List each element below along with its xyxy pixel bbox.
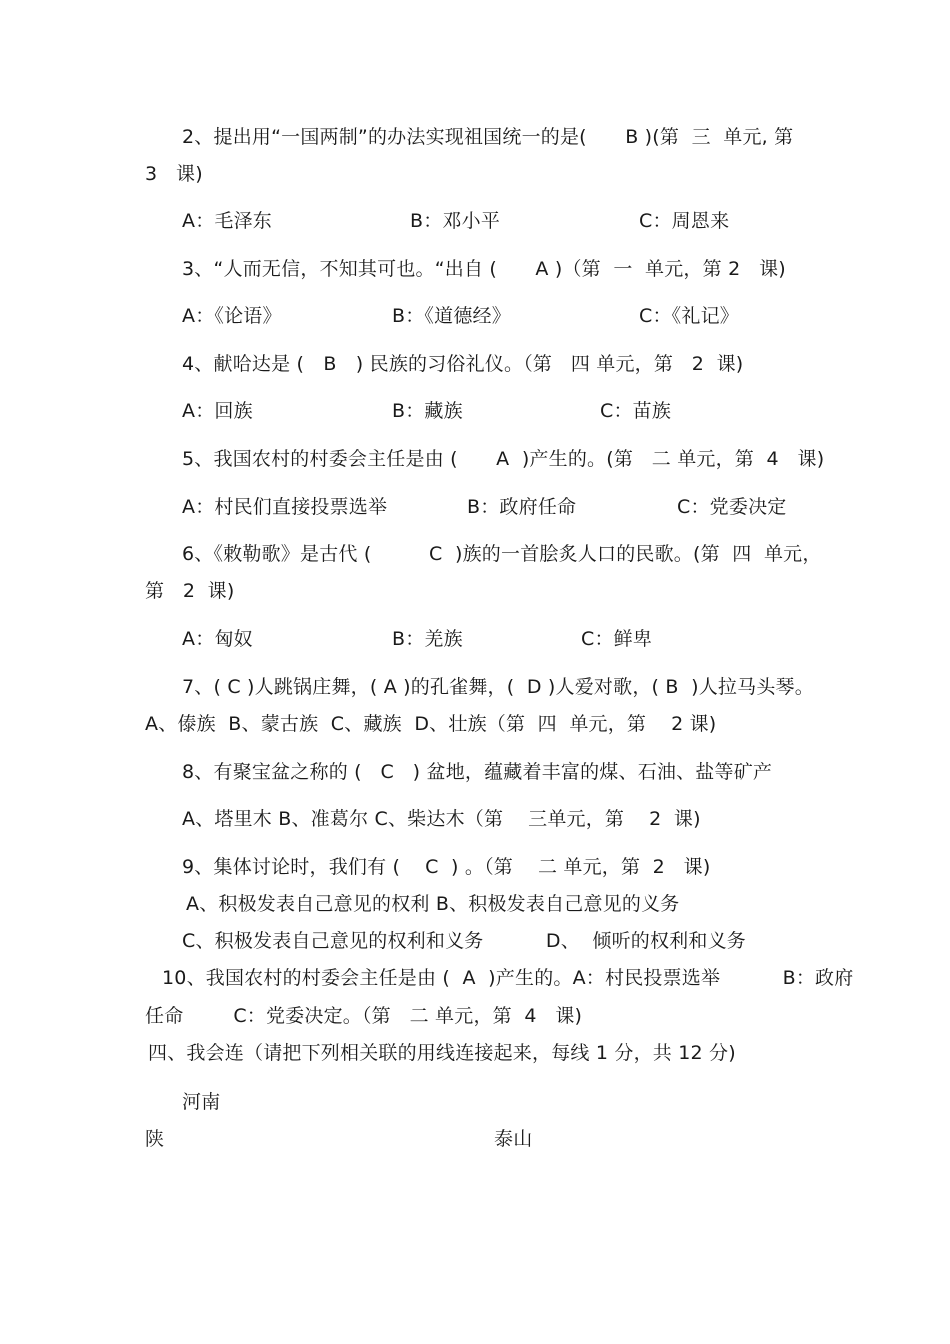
q10-question: 10、我国农村的村委会主任是由 ( A )产生的。A：村民投票选举 B：政府 xyxy=(162,967,854,989)
match-item-shaan: 陕 xyxy=(145,1128,165,1150)
match-item-taishan: 泰山 xyxy=(494,1128,533,1150)
q6-question: 6、《敕勒歌》是古代 ( C )族的一首脍炙人口的民歌。(第 四 单元， xyxy=(182,543,822,565)
match-item-henan: 河南 xyxy=(182,1091,221,1113)
q2-option-c: C：周恩来 xyxy=(639,210,730,232)
q8-options: A、塔里木 B、准葛尔 C、柴达木（第 三单元，第 2 课) xyxy=(182,808,701,830)
q7-question: 7、( C )人跳锅庄舞，( A )的孔雀舞，( D )人爱对歌，( B )人拉马头琴。 xyxy=(182,676,814,698)
q4-option-b: B：藏族 xyxy=(392,400,463,422)
q3-option-a: A：《论语》 xyxy=(182,305,282,327)
q4-option-c: C：苗族 xyxy=(600,400,672,422)
q3-question: 3、“人而无信，不知其可也。“出自 ( A )（第 一 单元，第 2 课) xyxy=(182,258,786,280)
q9-options-cd: C、积极发表自己意见的权利和义务 D、 倾听的权利和义务 xyxy=(182,930,746,952)
q2-question-cont: 3 课) xyxy=(145,163,203,185)
q2-question: 2、提出用“一国两制”的办法实现祖国统一的是( B )(第 三 单元, 第 xyxy=(182,126,794,148)
q2-option-b: B：邓小平 xyxy=(410,210,501,232)
q4-option-a: A：回族 xyxy=(182,400,253,422)
q8-question: 8、有聚宝盆之称的 ( C ) 盆地，蕴藏着丰富的煤、石油、盐等矿产 xyxy=(182,761,773,783)
q9-options-ab: A、积极发表自己意见的权利 B、积极发表自己意见的义务 xyxy=(186,893,680,915)
q3-option-b: B：《道德经》 xyxy=(392,305,511,327)
q10-question-cont: 任命 C：党委决定。（第 二 单元，第 4 课) xyxy=(145,1005,583,1027)
q5-question: 5、我国农村的村委会主任是由 ( A )产生的。(第 二 单元，第 4 课) xyxy=(182,448,825,470)
q2-option-a: A：毛泽东 xyxy=(182,210,272,232)
q5-option-b: B：政府任命 xyxy=(467,496,577,518)
q9-question: 9、集体讨论时，我们有 ( C ) 。（第 二 单元，第 2 课) xyxy=(182,856,711,878)
q5-option-a: A：村民们直接投票选举 xyxy=(182,496,388,518)
q4-question: 4、献哈达是 ( B ) 民族的习俗礼仪。（第 四 单元，第 2 课) xyxy=(182,353,744,375)
section-four-heading: 四、我会连（请把下列相关联的用线连接起来，每线 1 分，共 12 分) xyxy=(148,1042,736,1064)
q6-option-a: A：匈奴 xyxy=(182,628,253,650)
q6-option-c: C：鲜卑 xyxy=(581,628,653,650)
q7-options: A、傣族 B、蒙古族 C、藏族 D、壮族（第 四 单元，第 2 课) xyxy=(145,713,717,735)
q6-option-b: B：羌族 xyxy=(392,628,463,650)
q3-option-c: C：《礼记》 xyxy=(639,305,739,327)
q5-option-c: C：党委决定 xyxy=(677,496,787,518)
q6-question-cont: 第 2 课) xyxy=(145,580,235,602)
